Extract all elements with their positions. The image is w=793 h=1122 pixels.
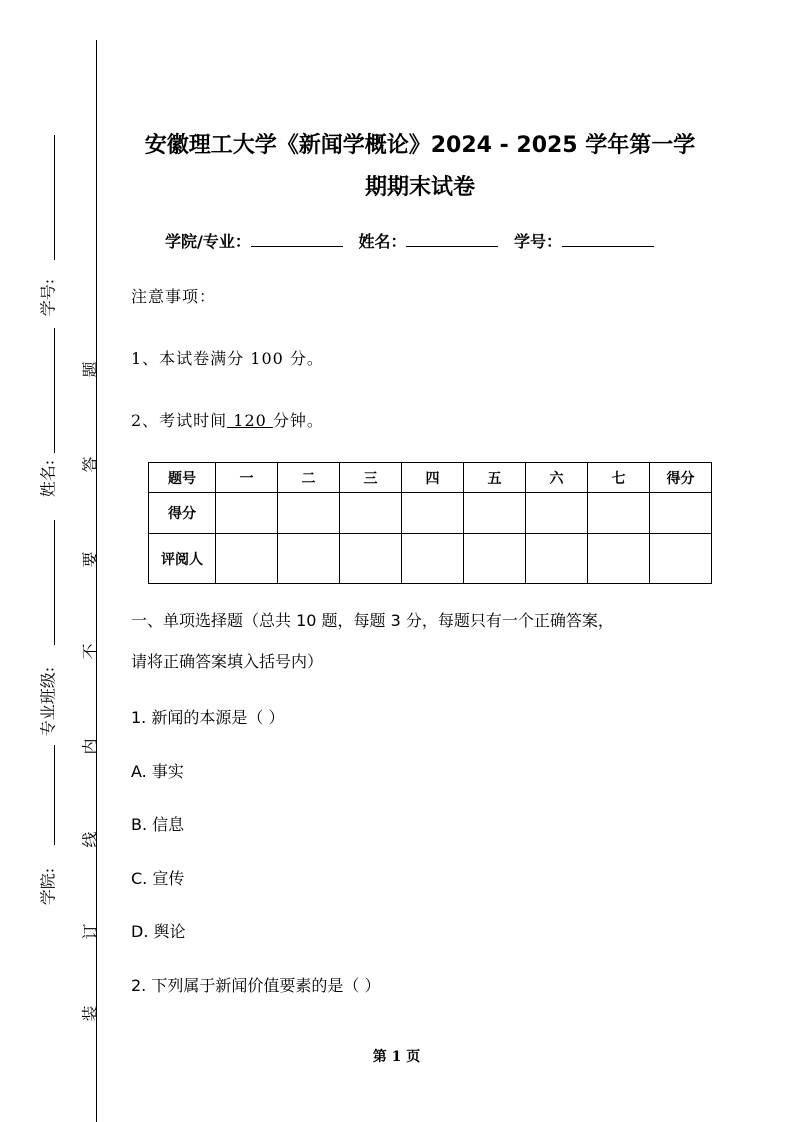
score-cell[interactable] bbox=[278, 493, 340, 534]
side-warning-char: 线 bbox=[80, 831, 100, 848]
score-cell[interactable] bbox=[402, 493, 464, 534]
notice-heading: 注意事项： bbox=[131, 287, 217, 306]
page-number: 第 1 页 bbox=[372, 1049, 421, 1065]
name-label: 姓名： bbox=[358, 232, 407, 251]
exam-title-line1: 安徽理工大学《新闻学概论》2024 - 2025 学年第一学 bbox=[144, 133, 696, 158]
reviewer-cell[interactable] bbox=[402, 534, 464, 584]
question-1-option-c: C. 宣传 bbox=[131, 869, 185, 888]
section-1-line-1: 一、单项选择题（总共 10 题，每题 3 分，每题只有一个正确答案， bbox=[131, 611, 614, 630]
reviewer-cell[interactable] bbox=[588, 534, 650, 584]
binding-line bbox=[96, 40, 97, 1122]
side-student-id-label: 学号: bbox=[38, 278, 58, 317]
notice-item-2 bbox=[131, 408, 324, 431]
reviewer-cell[interactable] bbox=[340, 534, 402, 584]
table-header-cell: 一 bbox=[216, 463, 278, 493]
table-header-row bbox=[149, 463, 712, 493]
question-1-option-b: B. 信息 bbox=[131, 815, 185, 834]
student-id-label: 学号： bbox=[514, 232, 563, 251]
score-cell[interactable] bbox=[464, 493, 526, 534]
notice-item-2-prefix: 2、考试时间 bbox=[131, 411, 228, 430]
score-cell[interactable] bbox=[588, 493, 650, 534]
score-cell[interactable] bbox=[216, 493, 278, 534]
side-warning-char: 订 bbox=[80, 923, 100, 940]
score-cell[interactable] bbox=[340, 493, 402, 534]
reviewer-cell[interactable] bbox=[526, 534, 588, 584]
score-cell[interactable] bbox=[526, 493, 588, 534]
side-name-label: 姓名: bbox=[38, 459, 58, 498]
student-id-blank-line bbox=[54, 135, 55, 260]
name-blank-line bbox=[54, 328, 55, 453]
notice-item-1: 1、本试卷满分 100 分。 bbox=[131, 349, 324, 368]
question-2-stem: 2. 下列属于新闻价值要素的是（ ） bbox=[131, 976, 381, 995]
table-header-cell: 五 bbox=[464, 463, 526, 493]
college-major-blank[interactable] bbox=[251, 232, 343, 247]
table-header-cell: 七 bbox=[588, 463, 650, 493]
question-1-option-d: D. 舆论 bbox=[131, 922, 186, 941]
table-header-cell: 四 bbox=[402, 463, 464, 493]
major-class-blank-line bbox=[54, 520, 55, 645]
reviewer-cell[interactable] bbox=[650, 534, 712, 584]
side-warning-char: 答 bbox=[80, 456, 100, 473]
reviewer-cell[interactable] bbox=[278, 534, 340, 584]
exam-title-line2: 期期末试卷 bbox=[364, 175, 475, 200]
table-row-label: 评阅人 bbox=[149, 534, 216, 584]
side-college-label: 学院: bbox=[38, 867, 58, 906]
college-major-label: 学院/专业： bbox=[165, 232, 251, 251]
table-row bbox=[149, 534, 712, 584]
table-header-cell: 得分 bbox=[650, 463, 712, 493]
question-1-stem: 1. 新闻的本源是（ ） bbox=[131, 708, 285, 727]
name-blank[interactable] bbox=[406, 232, 498, 247]
side-warning-char: 内 bbox=[80, 738, 100, 755]
question-1-option-a: A. 事实 bbox=[131, 762, 184, 781]
notice-item-2-suffix: 分钟。 bbox=[272, 411, 324, 430]
side-warning-char: 装 bbox=[80, 1005, 100, 1022]
student-id-blank[interactable] bbox=[562, 232, 654, 247]
table-header-cell: 二 bbox=[278, 463, 340, 493]
table-header-cell: 三 bbox=[340, 463, 402, 493]
score-cell[interactable] bbox=[650, 493, 712, 534]
college-blank-line bbox=[54, 745, 55, 845]
side-warning-char: 不 bbox=[80, 643, 100, 660]
score-table bbox=[148, 462, 712, 584]
side-warning-char: 要 bbox=[80, 551, 100, 568]
table-header-cell: 题号 bbox=[149, 463, 216, 493]
section-1-instructions bbox=[131, 600, 731, 682]
student-info-row bbox=[165, 229, 664, 252]
table-row-label: 得分 bbox=[149, 493, 216, 534]
exam-duration-value: 120 bbox=[227, 411, 273, 430]
side-major-class-label: 专业班级: bbox=[38, 666, 58, 737]
table-header-cell: 六 bbox=[526, 463, 588, 493]
table-row bbox=[149, 493, 712, 534]
reviewer-cell[interactable] bbox=[216, 534, 278, 584]
reviewer-cell[interactable] bbox=[464, 534, 526, 584]
side-warning-char: 题 bbox=[80, 361, 100, 378]
section-1-line-2: 请将正确答案填入括号内） bbox=[131, 652, 324, 671]
